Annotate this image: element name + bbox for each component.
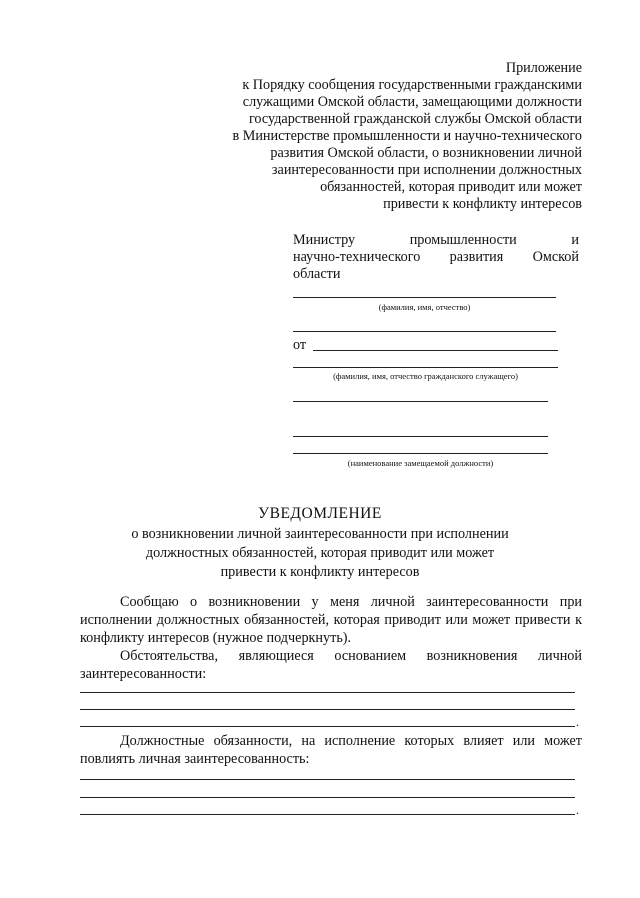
from-label: от [293, 337, 307, 353]
duties-field-2[interactable] [80, 797, 575, 798]
notice-subtitle-line: должностных обязанностей, которая приводит или может [145, 545, 495, 561]
employee-name-field-2[interactable] [293, 367, 558, 368]
employee-name-caption: (фамилия, имя, отчество гражданского служащего) [333, 371, 518, 381]
appendix-line: в Министерстве промышленности и научно-технического [232, 128, 582, 144]
end-mark: . [576, 715, 579, 729]
circumstances-field-2[interactable] [80, 709, 575, 710]
position-field-2[interactable] [293, 436, 548, 437]
appendix-line: служащими Омской области, замещающими должности [242, 94, 582, 110]
appendix-line: развития Омской области, о возникновении личной [270, 145, 582, 161]
appendix-line: государственной гражданской службы Омской области [248, 111, 582, 127]
circumstances-field-1[interactable] [80, 692, 575, 693]
end-mark: . [576, 803, 579, 817]
duties-field-3[interactable] [80, 814, 575, 815]
circumstances-field-3[interactable] [80, 726, 575, 727]
appendix-line: обязанностей, которая приводит или может [320, 179, 582, 195]
notice-subtitle [60, 525, 580, 582]
appendix-header [182, 60, 582, 213]
position-field-3[interactable] [293, 453, 548, 454]
notice-subtitle-line: о возникновении личной заинтересованности при исполнении [131, 526, 509, 542]
employee-name-field[interactable] [313, 350, 558, 351]
duties-paragraph: Должностные обязанности, на исполнение которых влияет или может повлиять личная заинтересованность: [80, 733, 582, 767]
duties-field-1[interactable] [80, 779, 575, 780]
appendix-line: к Порядку сообщения государственными гражданскими [242, 77, 582, 93]
minister-name-field-2[interactable] [293, 331, 556, 332]
addressee-block [293, 232, 579, 283]
circumstances-paragraph: Обстоятельства, являющиеся основанием возникновения личной заинтересованности: [80, 648, 582, 682]
appendix-title: Приложение [505, 60, 582, 76]
notice-title: УВЕДОМЛЕНИЕ [258, 505, 382, 522]
addressee-line: Министру промышленности и [293, 232, 579, 248]
addressee-line: области [293, 266, 341, 282]
appendix-line: заинтересованности при исполнении должностных [271, 162, 582, 178]
minister-name-field[interactable] [293, 297, 556, 298]
position-caption: (наименование замещаемой должности) [347, 458, 494, 468]
report-paragraph: Сообщаю о возникновении у меня личной заинтересованности при исполнении должностных обязанностей, которая приводит или может привести к конфликту интересов (нужное подчеркнуть). [80, 594, 582, 646]
notice-subtitle-line: привести к конфликту интересов [220, 564, 420, 580]
position-field-1[interactable] [293, 401, 548, 402]
minister-name-caption: (фамилия, имя, отчество) [378, 302, 471, 312]
addressee-line: научно-технического развития Омской [293, 249, 579, 265]
appendix-line: привести к конфликту интересов [383, 196, 582, 212]
